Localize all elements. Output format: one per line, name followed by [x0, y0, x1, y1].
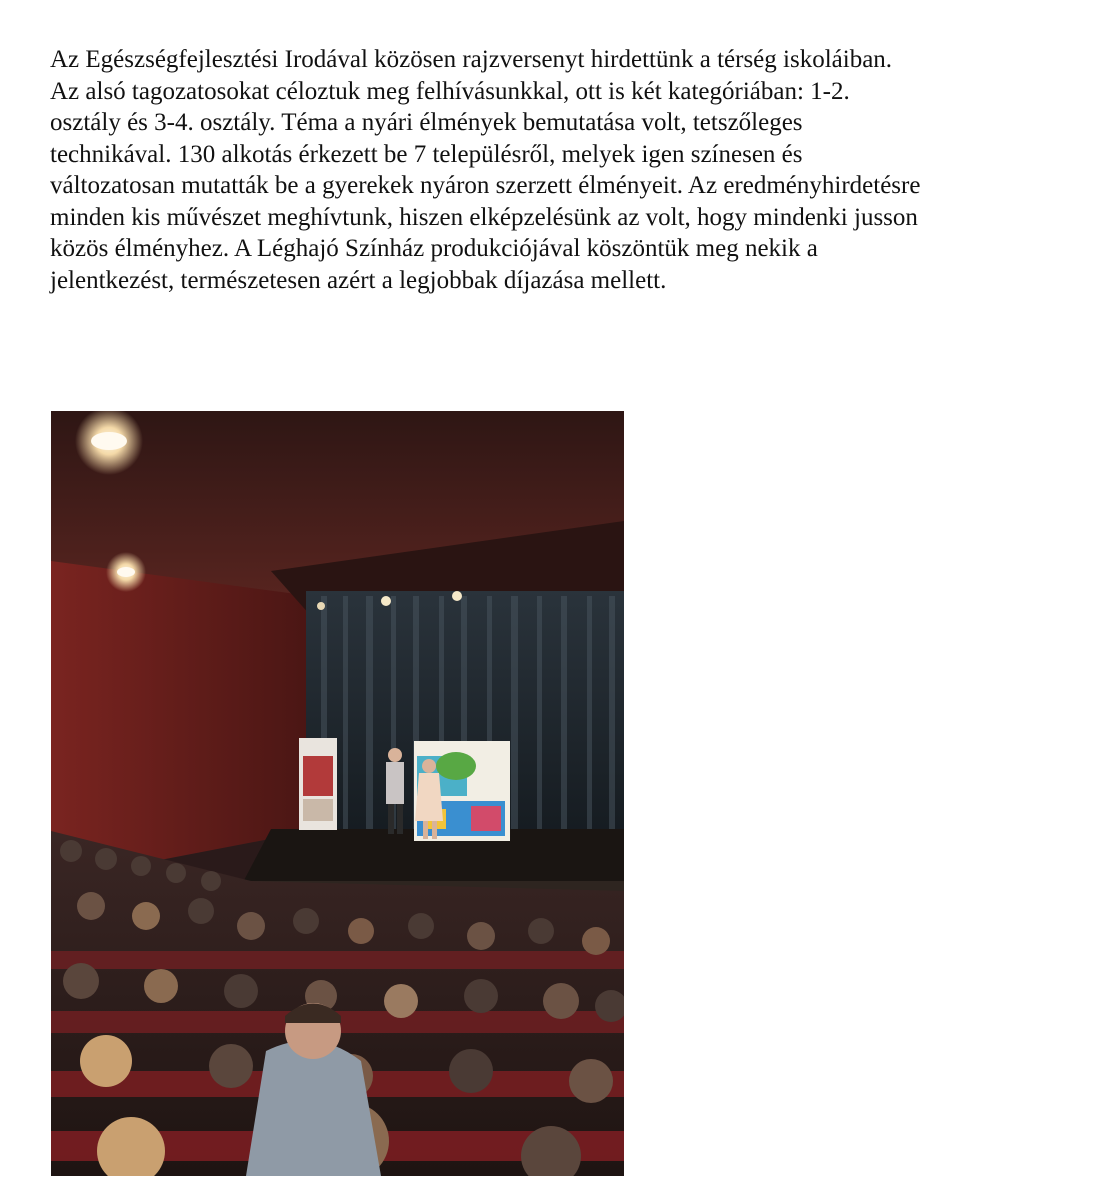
stage-spotlight — [381, 596, 391, 606]
paragraph-line: jelentkezést, természetesen azért a legjobbak díjazása mellett. — [50, 266, 667, 294]
paragraph-line: osztály és 3-4. osztály. Téma a nyári élmények bemutatása volt, tetszőleges — [50, 109, 803, 136]
paragraph-line: minden kis művészet meghívtunk, hiszen elképzelésünk az volt, hogy mindenki jusson — [50, 203, 918, 231]
stage-spotlight — [452, 591, 462, 601]
theater-photo — [51, 411, 624, 1176]
audience-member — [246, 1041, 381, 1176]
paragraph-line: közös élményhez. A Léghajó Színház produkciójával köszöntük meg nekik a — [50, 235, 818, 262]
paragraph-line: technikával. 130 alkotás érkezett be 7 településről, melyek igen színesen és — [50, 140, 803, 168]
ceiling-lamp — [91, 432, 127, 450]
paragraph-line: Az Egészségfejlesztési Irodával közösen rajzversenyt hirdettünk a térség iskoláiban. — [50, 46, 893, 73]
article-paragraph — [50, 44, 1090, 296]
paragraph-line: változatosan mutatták be a gyerekek nyáron szerzett élményeit. Az eredményhirdetésre — [50, 172, 921, 199]
stage-spotlight — [317, 602, 325, 610]
ceiling-lamp — [117, 567, 135, 577]
paragraph-line: Az alsó tagozatosokat céloztuk meg felhívásunkkal, ott is két kategóriában: 1-2. — [50, 77, 850, 105]
